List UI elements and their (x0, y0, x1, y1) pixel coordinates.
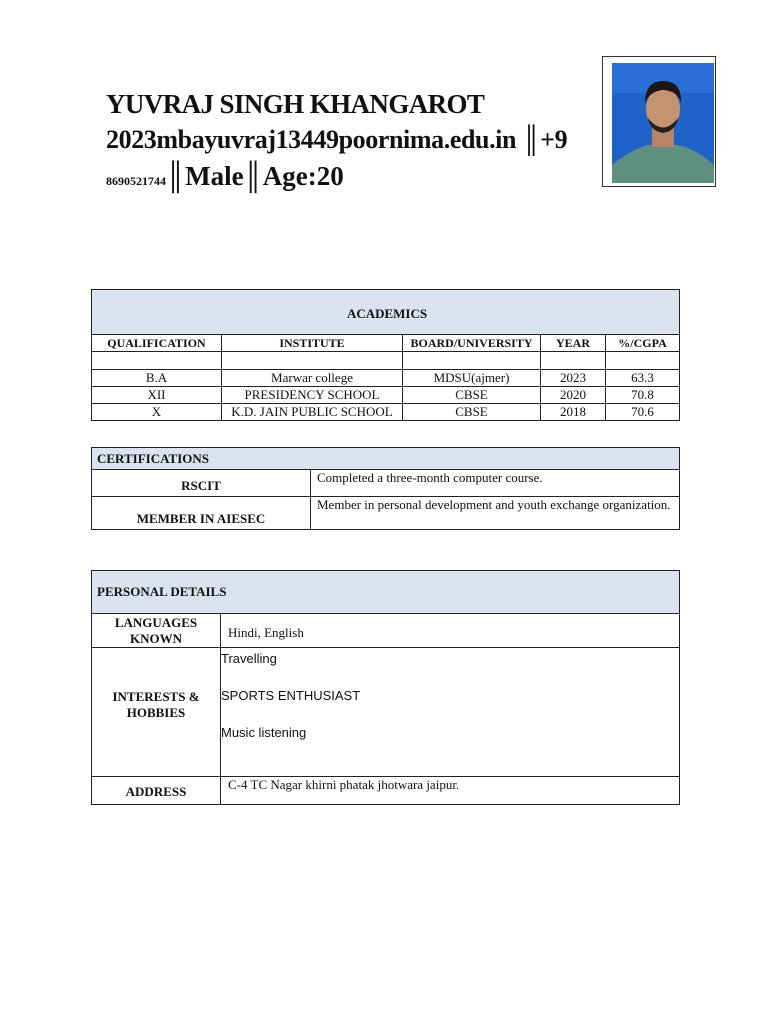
table-cell: 70.8 (606, 387, 680, 404)
table-cell (92, 352, 222, 370)
table-cell: CBSE (403, 387, 541, 404)
table-cell: K.D. JAIN PUBLIC SCHOOL (222, 404, 403, 421)
personal-details-table (91, 570, 680, 805)
certification-label: RSCIT (92, 470, 311, 497)
languages-value: Hindi, English (221, 614, 680, 648)
personal-section-title: PERSONAL DETAILS (92, 571, 680, 614)
table-cell: CBSE (403, 404, 541, 421)
table-cell: X (92, 404, 222, 421)
table-cell: Marwar college (222, 370, 403, 387)
table-cell: 2023 (541, 370, 606, 387)
address-row (92, 777, 680, 805)
academics-table (91, 289, 680, 421)
table-row (92, 404, 680, 421)
table-cell: 2018 (541, 404, 606, 421)
certification-value: Completed a three-month computer course. (311, 470, 680, 497)
column-header: YEAR (541, 335, 606, 352)
table-cell: B.A (92, 370, 222, 387)
contact-email-line: 2023mbayuvraj13449poornima.edu.in ║+9 (106, 125, 568, 154)
interests-label: INTERESTS & HOBBIES (92, 648, 221, 777)
address-label: ADDRESS (92, 777, 221, 805)
table-cell: 63.3 (606, 370, 680, 387)
list-item (92, 497, 680, 530)
table-row (92, 352, 680, 370)
certifications-table (91, 447, 680, 530)
phone-number: 8690521744 (106, 174, 166, 188)
address-value: C-4 TC Nagar khirni phatak jhotwara jaipur. (221, 777, 680, 805)
resume-header (106, 86, 626, 199)
profile-photo-image (612, 63, 714, 183)
table-cell (606, 352, 680, 370)
certification-label: MEMBER IN AIESEC (92, 497, 311, 530)
table-cell (222, 352, 403, 370)
table-cell: 70.6 (606, 404, 680, 421)
list-item (92, 470, 680, 497)
candidate-name: YUVRAJ SINGH KHANGAROT (106, 89, 485, 119)
certifications-section-title: CERTIFICATIONS (92, 448, 680, 470)
gender-age: ║Male║Age:20 (166, 161, 344, 191)
profile-photo (602, 56, 716, 187)
academics-section-title: ACADEMICS (92, 290, 680, 335)
languages-label: LANGUAGES KNOWN (92, 614, 221, 648)
column-header: QUALIFICATION (92, 335, 222, 352)
contact-details-line (106, 158, 626, 199)
column-header: BOARD/UNIVERSITY (403, 335, 541, 352)
languages-row (92, 614, 680, 648)
table-cell (541, 352, 606, 370)
column-header: INSTITUTE (222, 335, 403, 352)
table-cell: XII (92, 387, 222, 404)
column-header: %/CGPA (606, 335, 680, 352)
table-row (92, 370, 680, 387)
interest-item: Music listening (221, 725, 307, 740)
interest-item: Travelling (221, 651, 277, 666)
certification-value: Member in personal development and youth exchange organization. (311, 497, 680, 530)
table-cell: PRESIDENCY SCHOOL (222, 387, 403, 404)
table-cell: 2020 (541, 387, 606, 404)
interests-row (92, 648, 680, 777)
table-cell (403, 352, 541, 370)
interest-item: SPORTS ENTHUSIAST (221, 688, 361, 703)
table-cell: MDSU(ajmer) (403, 370, 541, 387)
interests-list (221, 648, 680, 777)
table-row (92, 387, 680, 404)
